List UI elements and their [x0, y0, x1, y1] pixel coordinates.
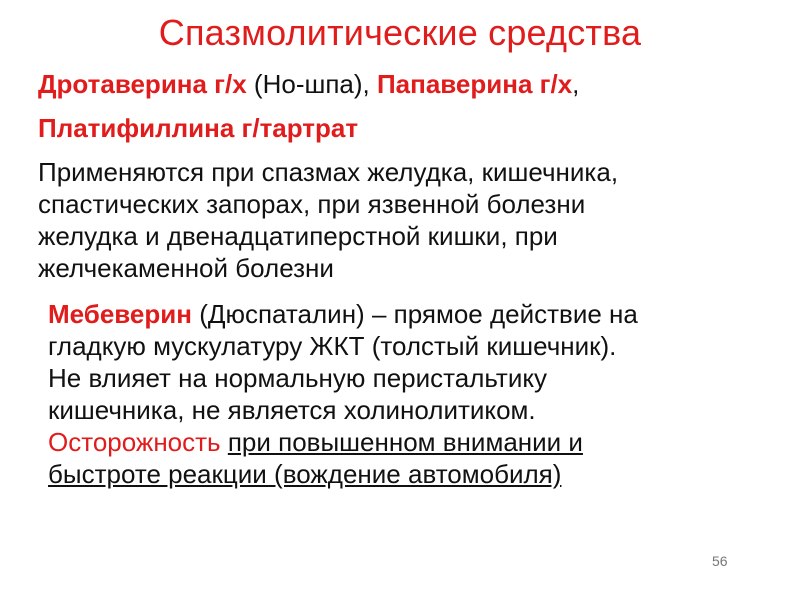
mebeverine-line-1 [48, 298, 768, 330]
indications-paragraph [38, 156, 768, 284]
mebeverine-line-4: кишечника, не является холинолитиком. [48, 395, 536, 425]
drotaverine-label: Дротаверина г/х [38, 69, 247, 99]
indications-line-3: желудка и двенадцатиперстной кишки, при [38, 221, 558, 251]
mebeverine-label: Мебеверин [48, 299, 192, 329]
mebeverine-line-5 [48, 426, 768, 458]
indications-line-4: желчекаменной болезни [38, 253, 334, 283]
indications-line-2: спастических запорах, при язвенной болезни [38, 189, 586, 219]
slide-content [38, 68, 768, 490]
mebeverine-paragraph [38, 298, 768, 490]
caution-word: Осторожность [48, 427, 221, 457]
platyphylline-line: Платифиллина г/тартрат [38, 113, 359, 143]
mebeverine-line-3: Не влияет на нормальную перистальтику [48, 363, 548, 393]
caution-condition-part-2: быстроте реакции (вождение автомобиля) [48, 459, 562, 489]
indications-line-1: Применяются при спазмах желудка, кишечника, [38, 157, 619, 187]
caution-condition-part-1: при повышенном внимании и [227, 427, 583, 457]
drugs-line-comma: , [572, 69, 580, 99]
drugs-line [38, 68, 768, 100]
slide-title: Спазмолитические средства [158, 12, 642, 53]
mebeverine-line-1-rest: (Дюспаталин) – прямое действие на [191, 299, 638, 329]
nospa-trade-name: (Но-шпа), [246, 69, 377, 99]
page-number: 56 [712, 553, 728, 569]
papaverine-label: Папаверина г/х [376, 69, 573, 99]
mebeverine-line-2: гладкую мускулатуру ЖКТ (толстый кишечник). [48, 331, 617, 361]
